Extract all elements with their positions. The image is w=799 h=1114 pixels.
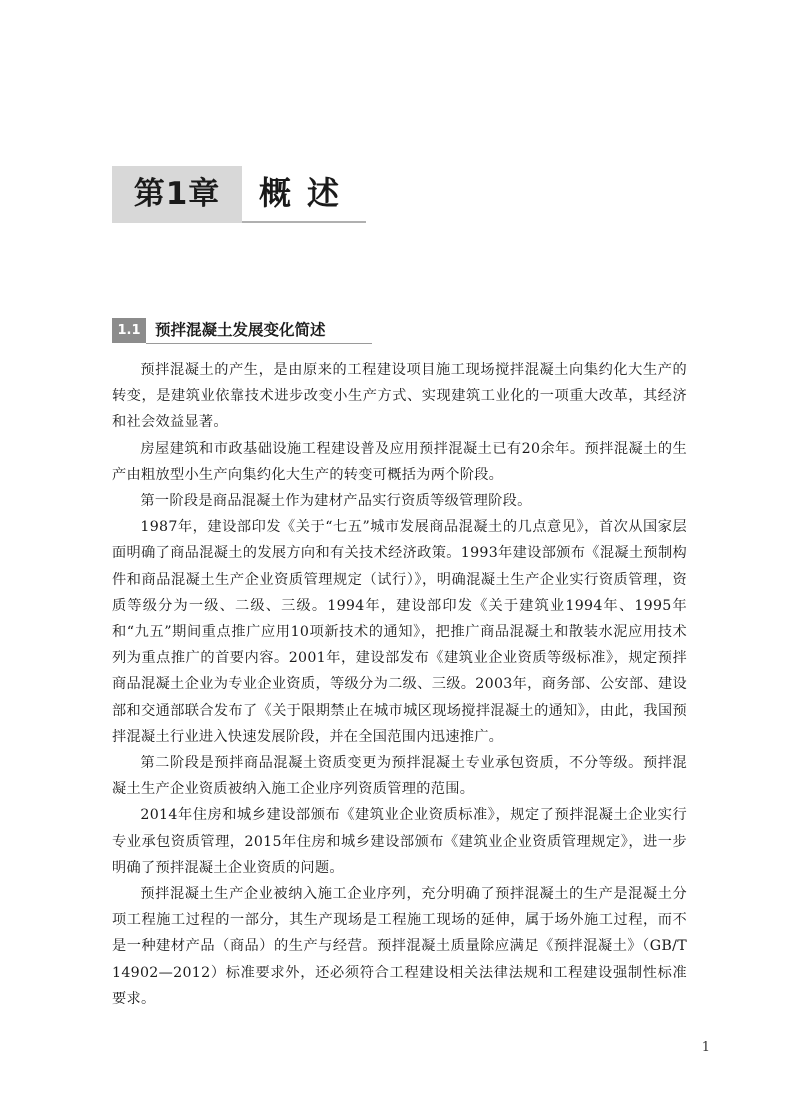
- paragraph: 第一阶段是商品混凝土作为建材产品实行资质等级管理阶段。: [140, 493, 532, 510]
- paragraph: 2014年住房和城乡建设部颁布《建筑业企业资质标准》，规定了预拌混凝土企业实行专业承包资质管理，2015年住房和城乡建设部颁布《建筑业企业资质管理规定》，进一步明确了预拌混凝土企业资质的问题。: [112, 807, 687, 876]
- chapter-title: 概述: [259, 174, 356, 212]
- section-number: 1.1: [112, 318, 146, 343]
- paragraph: 预拌混凝土的产生，是由原来的工程建设项目施工现场搅拌混凝土向集约化大生产的转变，是建筑业依靠技术进步改变小生产方式、实现建筑工业化的一项重大改革，其经济和社会效益显著。: [112, 362, 687, 431]
- section-underline: [146, 343, 372, 344]
- paragraph: 预拌混凝土生产企业被纳入施工企业序列，充分明确了预拌混凝土的生产是混凝土分项工程施工过程的一部分，其生产现场是工程施工现场的延伸，属于场外施工过程，而不是一种建材产品（商品）的生产与经营。预拌混凝土质量除应满足《预拌混凝土》（GB/T 14902—2012）标准要求外，还必须符合工程建设相关法律法规和工程建设强制性标准要求。: [112, 886, 687, 1007]
- paragraph: 1987年，建设部印发《关于“七五”城市发展商品混凝土的几点意见》，首次从国家层面明确了商品混凝土的发展方向和有关技术经济政策。1993年建设部颁布《混凝土预制构件和商品混凝土生产企业资质管理规定（试行）》，明确混凝土生产企业实行资质管理，资质等级分为一级、二级、三级。1994年，建设部印发《关于建筑业1994年、1995年和“九五”期间重点推广应用10项新技术的通知》，把推广商品混凝土和散装水泥应用技术列为重点推广的首要内容。2001年，建设部发布《建筑业企业资质等级标准》，规定预拌商品混凝土企业为专业企业资质，等级分为二级、三级。2003年，商务部、公安部、建设部和交通部联合发布了《关于限期禁止在城市城区现场搅拌混凝土的通知》，由此，我国预拌混凝土行业进入快速发展阶段，并在全国范围内迅速推广。: [112, 519, 687, 745]
- section-heading: [112, 318, 372, 344]
- paragraph: 房屋建筑和市政基础设施工程建设普及应用预拌混凝土已有20余年。预拌混凝土的生产由粗放型小生产向集约化大生产的转变可概括为两个阶段。: [112, 440, 687, 483]
- chapter-underline: [242, 221, 366, 223]
- chapter-number: 第1章: [112, 166, 242, 223]
- page-number: 1: [701, 1040, 710, 1055]
- paragraph: 第二阶段是预拌商品混凝土资质变更为预拌混凝土专业承包资质，不分等级。预拌混凝土生产企业资质被纳入施工企业序列资质管理的范围。: [112, 755, 687, 798]
- chapter-heading: [112, 166, 366, 223]
- section-title: 预拌混凝土发展变化简述: [155, 321, 326, 339]
- body-text: [112, 357, 687, 1012]
